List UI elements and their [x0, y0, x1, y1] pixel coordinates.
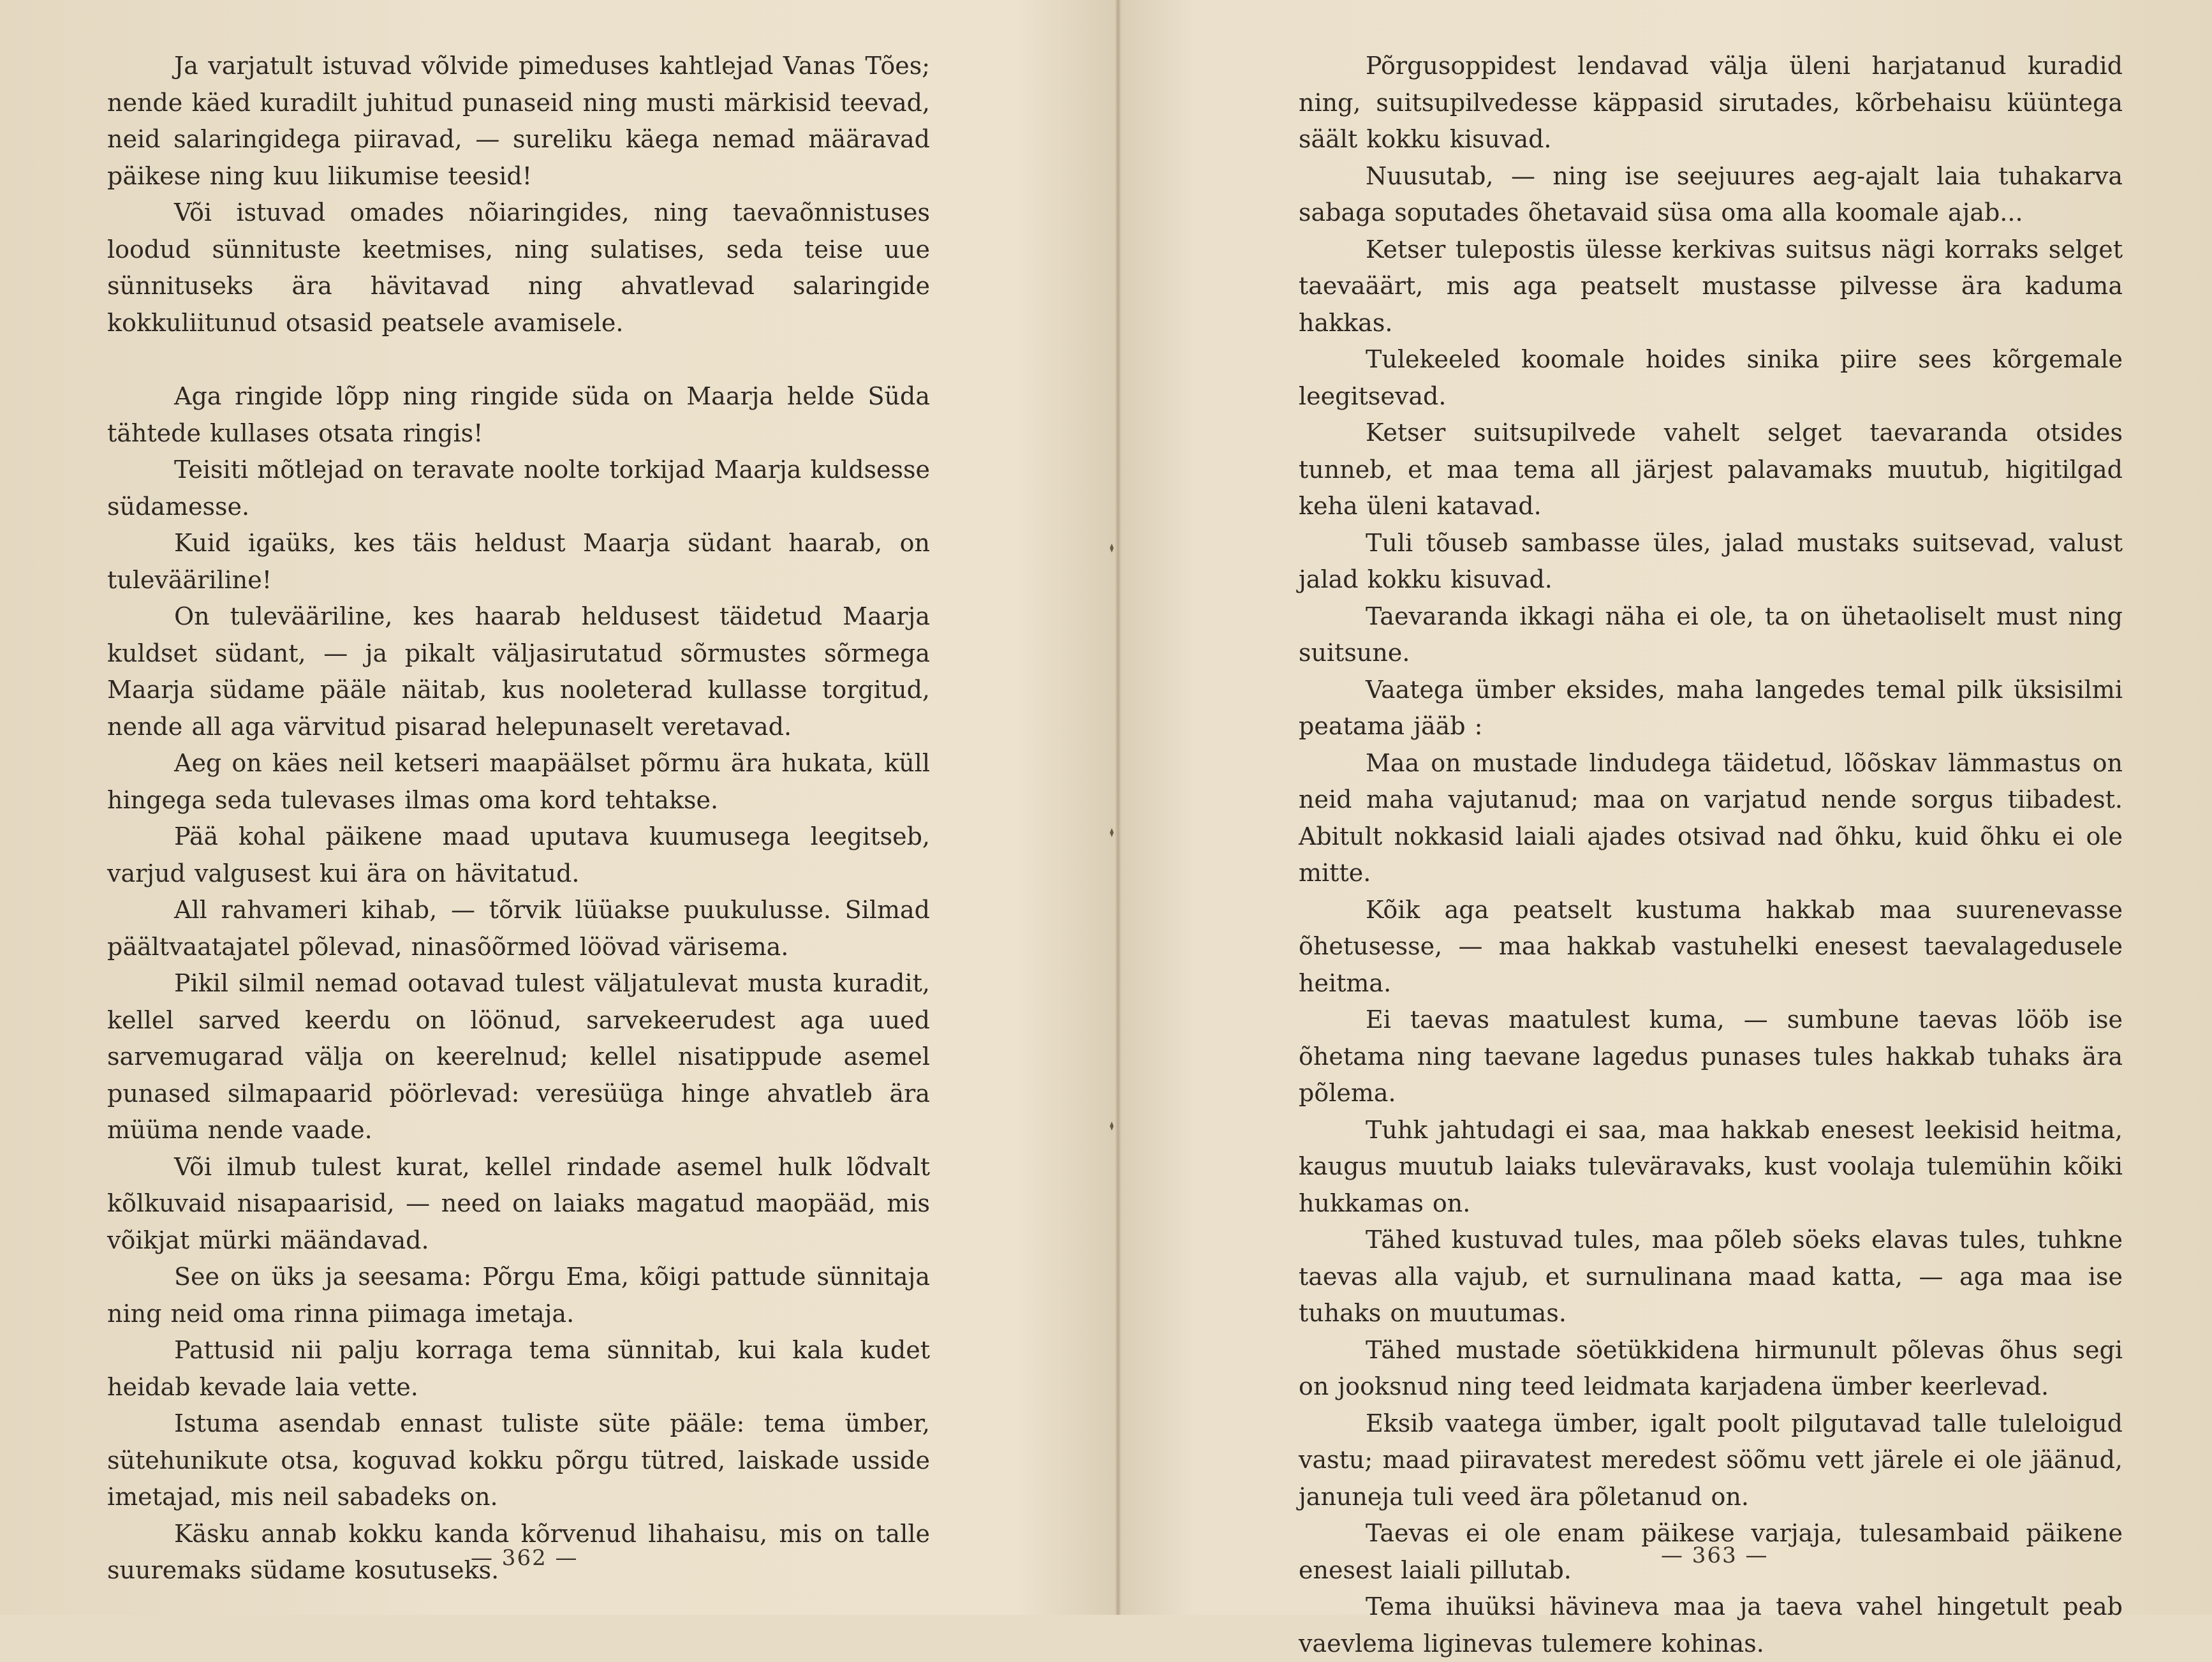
paragraph: Ketser suitsupilvede vahelt selget taevaranda otsides tunneb, et maa tema all järjest palavamaks muutub, higitilgad keha üleni katavad.	[1299, 419, 2123, 520]
paragraph: Põrgusoppidest lendavad välja üleni harjatanud kuradid ning, suitsupilvedesse käppasid sirutades, kõrbehaisu küüntega säält kokku kisuvad.	[1299, 52, 2123, 153]
paragraph: Teisiti mõtlejad on teravate noolte torkijad Maarja kuldsesse südamesse.	[107, 456, 930, 521]
right-page	[1299, 48, 2123, 1662]
paragraph: Tuhk jahtudagi ei saa, maa hakkab enesest leekisid heitma, kaugus muutub laiaks tuleväravaks, kust voolaja tulemühin kõiki hukkamas on.	[1299, 1115, 2123, 1217]
paragraph: Tähed kustuvad tules, maa põleb söeks elavas tules, tuhkne taevas alla vajub, et surnulinana maad katta, — aga maa ise tuhaks on muutumas.	[1299, 1226, 2123, 1327]
paragraph: Pattusid nii palju korraga tema sünnitab, kui kala kudet heidab kevade laia vette.	[107, 1336, 930, 1401]
paragraph: Tähed mustade söetükkidena hirmunult põlevas õhus segi on jooksnud ning teed leidmata karjadena ümber keerlevad.	[1299, 1335, 2123, 1400]
paragraph: Tema ihuüksi hävineva maa ja taeva vahel hingetult peab vaevlema liginevas tulemere kohinas.	[1299, 1592, 2123, 1658]
paragraph: Nuusutab, — ning ise seejuures aeg-ajalt laia tuhakarva sabaga soputades õhetavaid süsa oma alla koomale ajab...	[1299, 161, 2123, 226]
paragraph: On tulevääriline, kes haarab heldusest täidetud Maarja kuldset südant, — ja pikalt väljasirutatud sõrmustes sõrmega Maarja südame pääle näitab, kus nooleterad kullasse torgitud, nende all aga värvitud pisarad helepunaselt veretavad.	[107, 602, 930, 741]
paragraph: Pää kohal päikene maad uputava kuumusega leegitseb, varjud valgusest kui ära on hävitatud.	[107, 822, 930, 887]
book-gutter	[1115, 0, 1121, 1615]
page-number: — 363 —	[1661, 1543, 1769, 1568]
paragraph: Eksib vaatega ümber, igalt poolt pilgutavad talle tuleloigud vastu; maad piiravatest meredest söõmu vett järele ei ole jäänud, januneja tuli veed ära põletanud on.	[1299, 1409, 2123, 1511]
paragraph: Ja varjatult istuvad võlvide pimeduses kahtlejad Vanas Tões; nende käed kuradilt juhitud punaseid ning musti märkisid teevad, neid salaringidega piiravad, — sureliku käega nemad määravad päikese ning kuu liikumise teesid!	[107, 52, 930, 190]
paragraph: Tulekeeled koomale hoides sinika piire sees kõrgemale leegitsevad.	[1299, 345, 2123, 410]
paragraph: Või istuvad omades nõiaringides, ning taevaõnnistuses loodud sünnituste keetmises, ning sulatises, seda teise uue sünnituseks ära hävitavad ning ahvatlevad salaringide kokkuliitunud otsasid peatsele avamisele.	[107, 198, 930, 337]
paragraph: Käsku annab kokku kanda kõrvenud lihahaisu, mis on talle suuremaks südame kosutuseks.	[107, 1519, 930, 1584]
binding-stitch-mark	[1109, 544, 1114, 553]
paragraph: Ei taevas maatulest kuma, — sumbune taevas lööb ise õhetama ning taevane lagedus punases tules hakkab tuhaks ära põlema.	[1299, 1005, 2123, 1107]
paragraph: Või ilmub tulest kurat, kellel rindade asemel hulk lõdvalt kõlkuvaid nisapaarisid, — need on laiaks magatud maopääd, mis võikjat mürki määndavad.	[107, 1152, 930, 1254]
paragraph: Ketser tulepostis ülesse kerkivas suitsus nägi korraks selget taevaäärt, mis aga peatselt mustasse pilvesse ära kaduma hakkas.	[1299, 235, 2123, 337]
paragraph: Kuid igaüks, kes täis heldust Maarja südant haarab, on tulevääriline!	[107, 529, 930, 594]
paragraph: Tuli tõuseb sambasse üles, jalad mustaks suitsevad, valust jalad kokku kisuvad.	[1299, 528, 2123, 593]
left-page	[107, 48, 930, 1589]
binding-stitch-mark	[1109, 828, 1114, 837]
paragraph: Vaatega ümber eksides, maha langedes temal pilk üksisilmi peatama jääb :	[1299, 675, 2123, 740]
paragraph: Maa on mustade lindudega täidetud, lõõskav lämmastus on neid maha vajutanud; maa on varjatud nende sorgus tiibadest. Abitult nokkasid laiali ajades otsivad nad õhku, kuid õhku ei ole mitte.	[1299, 748, 2123, 887]
paragraph: Taevaranda ikkagi näha ei ole, ta on ühetaoliselt must ning suitsune.	[1299, 602, 2123, 667]
paragraph: Aeg on käes neil ketseri maapäälset põrmu ära hukata, küll hingega seda tulevases ilmas oma kord tehtakse.	[107, 749, 930, 814]
paragraph: Pikil silmil nemad ootavad tulest väljatulevat musta kuradit, kellel sarved keerdu on löönud, sarvekeerudest aga uued sarvemugarad välja on keerelnud; kellel nisatippude asemel punased silmapaarid pöörlevad: veresüüga hinge ahvatleb ära müüma nende vaade.	[107, 969, 930, 1144]
page-number: — 362 —	[471, 1545, 579, 1571]
paragraph: Kõik aga peatselt kustuma hakkab maa suurenevasse õhetusesse, — maa hakkab vastuhelki enesest taevalagedusele heitma.	[1299, 895, 2123, 997]
paragraph: All rahvameri kihab, — tõrvik lüüakse puukulusse. Silmad päältvaatajatel põlevad, ninasõõrmed löövad värisema.	[107, 896, 930, 961]
paragraph: Aga ringide lõpp ning ringide süda on Maarja helde Süda tähtede kullases otsata ringis!	[107, 382, 930, 447]
paragraph: Taevas ei ole enam päikese varjaja, tulesambaid päikene enesest laiali pillutab.	[1299, 1519, 2123, 1584]
paragraph: Istuma asendab ennast tuliste süte pääle: tema ümber, sütehunikute otsa, koguvad kokku põrgu tütred, laiskade usside imetajad, mis neil sabadeks on.	[107, 1409, 930, 1511]
binding-stitch-mark	[1109, 1122, 1114, 1131]
paragraph: See on üks ja seesama: Põrgu Ema, kõigi pattude sünnitaja ning neid oma rinna piimaga imetaja.	[107, 1263, 930, 1328]
